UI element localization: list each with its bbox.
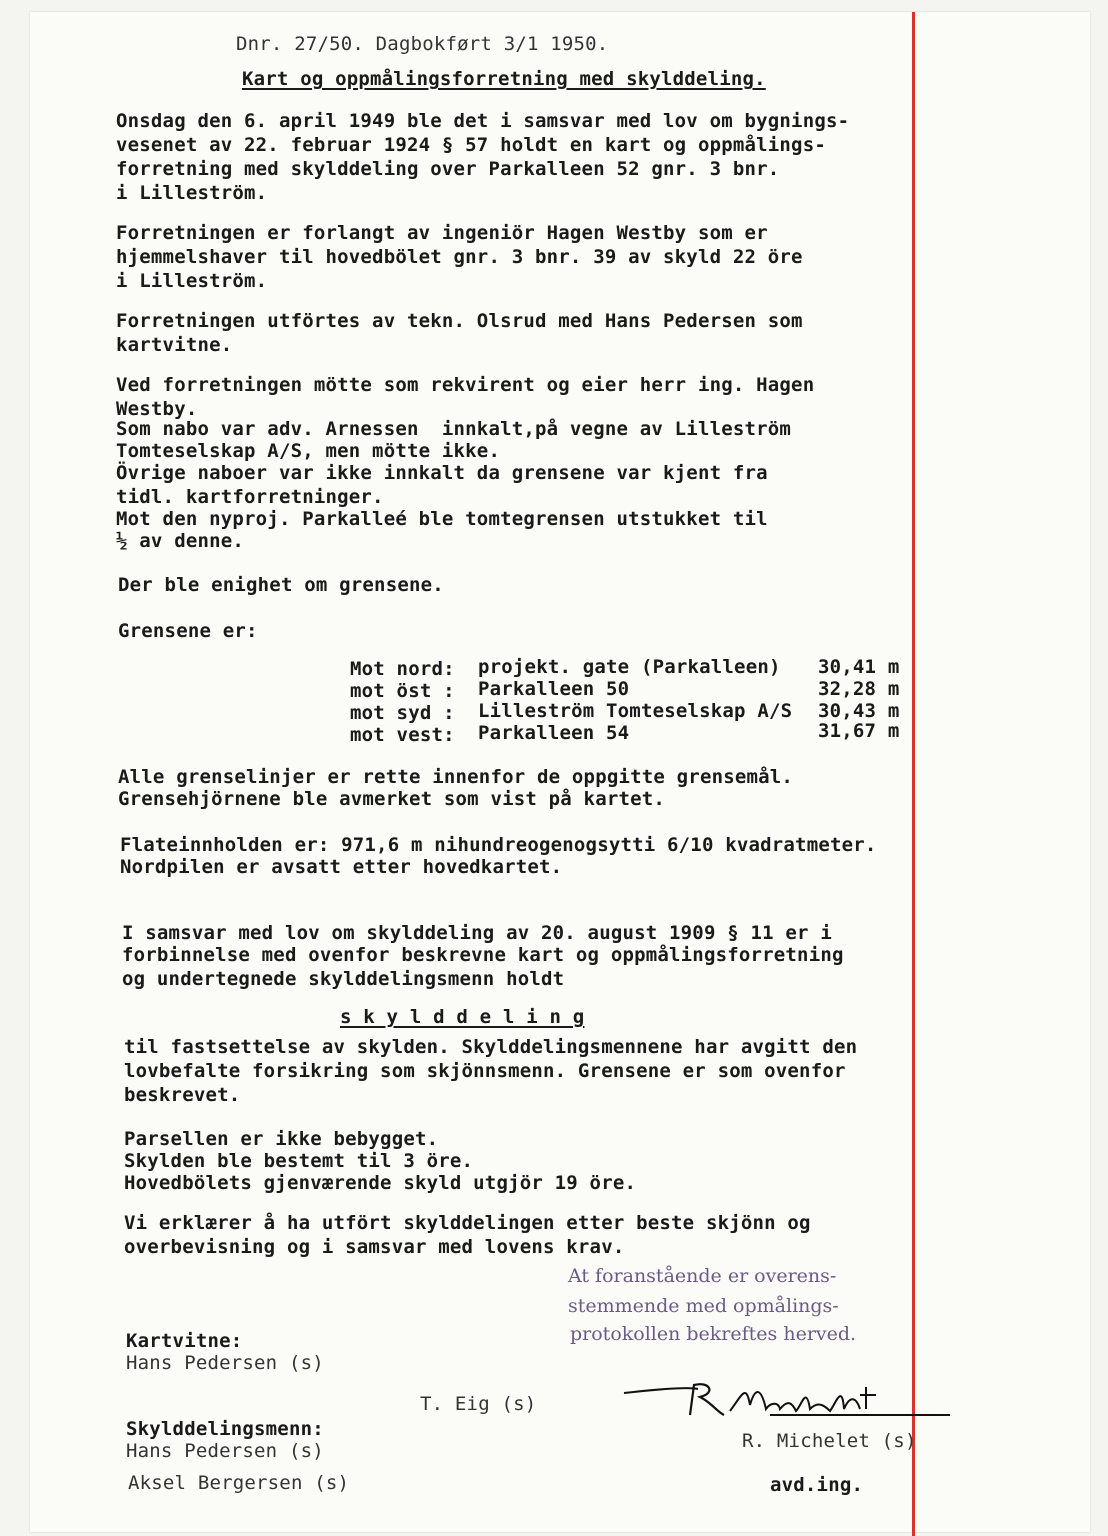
paragraph-line: og undertegnede skylddelingsmenn holdt xyxy=(122,968,565,990)
boundary-neighbor: Parkalleen 50 xyxy=(478,678,630,700)
paragraph-line: Vi erklærer å ha utfört skylddelingen etter beste skjönn og xyxy=(124,1212,811,1234)
area-line: Flateinnholden er: 971,6 m nihundreogenogsytti 6/10 kvadratmeter. xyxy=(120,834,877,856)
boundary-length: 31,67 m xyxy=(818,720,900,742)
kartvitne-label: Kartvitne: xyxy=(126,1330,243,1352)
boundary-direction: mot vest: xyxy=(350,724,455,746)
boundary-direction: mot öst : xyxy=(350,680,455,702)
paragraph-line: tidl. kartforretninger. xyxy=(116,486,384,508)
paragraph-line: Hovedbölets gjenværende skyld utgjör 19 öre. xyxy=(124,1172,637,1194)
agreement-line: Der ble enighet om grensene. xyxy=(118,574,444,596)
boundary-neighbor: Parkalleen 54 xyxy=(478,722,630,744)
paragraph-line: i Lilleström. xyxy=(116,182,268,204)
skylddeling-heading: s k y l d d e l i n g xyxy=(340,1006,585,1028)
skylddelingsmann-name: Hans Pedersen (s) xyxy=(126,1440,324,1462)
kartvitne-name: Hans Pedersen (s) xyxy=(126,1352,324,1374)
boundary-length: 30,41 m xyxy=(818,656,900,678)
document-title: Kart og oppmålingsforretning med skylddeling. xyxy=(242,68,766,90)
boundary-direction: Mot nord: xyxy=(350,658,455,680)
signature-line xyxy=(770,1414,950,1416)
handwritten-signature xyxy=(620,1375,950,1425)
official-title: avd.ing. xyxy=(770,1474,864,1496)
paragraph-line: til fastsettelse av skylden. Skylddelingsmennene har avgitt den xyxy=(124,1036,858,1058)
paragraph-line: overbevisning og i samsvar med lovens krav. xyxy=(124,1236,625,1258)
paragraph-line: Övrige naboer var ikke innkalt da grensene var kjent fra xyxy=(116,462,768,484)
skylddelingsmenn-label: Skylddelingsmenn: xyxy=(126,1418,324,1440)
paragraph-line: Onsdag den 6. april 1949 ble det i samsvar med lov om bygnings- xyxy=(116,110,850,132)
boundaries-heading: Grensene er: xyxy=(118,620,258,642)
stamp-line: At foranstående er overens- xyxy=(568,1265,837,1287)
skylddelingsmann-name: Aksel Bergersen (s) xyxy=(128,1472,350,1494)
paragraph-line: Parsellen er ikke bebygget. xyxy=(124,1128,439,1150)
boundary-neighbor: Lilleström Tomteselskap A/S xyxy=(478,700,793,722)
paragraph-line: Forretningen er forlangt av ingeniör Hagen Westby som er xyxy=(116,222,768,244)
paragraph-line: Som nabo var adv. Arnessen innkalt,på vegne av Lilleström xyxy=(116,418,792,440)
paragraph-line: vesenet av 22. februar 1924 § 57 holdt en kart og oppmålings- xyxy=(116,134,826,156)
stamp-line: stemmende med opmålings- xyxy=(568,1295,839,1317)
paragraph-line: Skylden ble bestemt til 3 öre. xyxy=(124,1150,474,1172)
paragraph-line: Tomteselskap A/S, men mötte ikke. xyxy=(116,440,501,462)
paragraph-line: Grensehjörnene ble avmerket som vist på kartet. xyxy=(118,788,666,810)
paragraph-line: kartvitne. xyxy=(116,334,233,356)
paragraph-line: Westby. xyxy=(116,398,198,420)
paragraph-line: Mot den nyproj. Parkalleé ble tomtegrensen utstukket til xyxy=(116,508,768,530)
paragraph-line: Forretningen utförtes av tekn. Olsrud med Hans Pedersen som xyxy=(116,310,803,332)
official-name: R. Michelet (s) xyxy=(742,1430,917,1452)
paragraph-line: I samsvar med lov om skylddeling av 20. august 1909 § 11 er i xyxy=(122,922,832,944)
paragraph-line: Alle grenselinjer er rette innenfor de oppgitte grensemål. xyxy=(118,766,794,788)
paragraph-line: forretning med skylddeling over Parkalleen 52 gnr. 3 bnr. xyxy=(116,158,780,180)
stamp-line: protokollen bekreftes herved. xyxy=(570,1323,857,1345)
boundary-direction: mot syd : xyxy=(350,702,455,724)
middle-signer-name: T. Eig (s) xyxy=(420,1393,537,1415)
paragraph-line: i Lilleström. xyxy=(116,270,268,292)
paragraph-line: beskrevet. xyxy=(124,1084,241,1106)
paragraph-line: lovbefalte forsikring som skjönnsmenn. Grensene er som ovenfor xyxy=(124,1060,846,1082)
boundary-neighbor: projekt. gate (Parkalleen) xyxy=(478,656,781,678)
paragraph-line: forbinnelse med ovenfor beskrevne kart og oppmålingsforretning xyxy=(122,944,844,966)
boundary-length: 30,43 m xyxy=(818,700,900,722)
paragraph-line: Nordpilen er avsatt etter hovedkartet. xyxy=(120,856,563,878)
paragraph-line: ½ av denne. xyxy=(116,530,245,552)
boundary-length: 32,28 m xyxy=(818,678,900,700)
red-margin-rule xyxy=(912,12,915,1536)
paragraph-line: Ved forretningen mötte som rekvirent og eier herr ing. Hagen xyxy=(116,374,815,396)
diary-reference: Dnr. 27/50. Dagbokført 3/1 1950. xyxy=(236,33,609,55)
paragraph-line: hjemmelshaver til hovedbölet gnr. 3 bnr. 39 av skyld 22 öre xyxy=(116,246,803,268)
